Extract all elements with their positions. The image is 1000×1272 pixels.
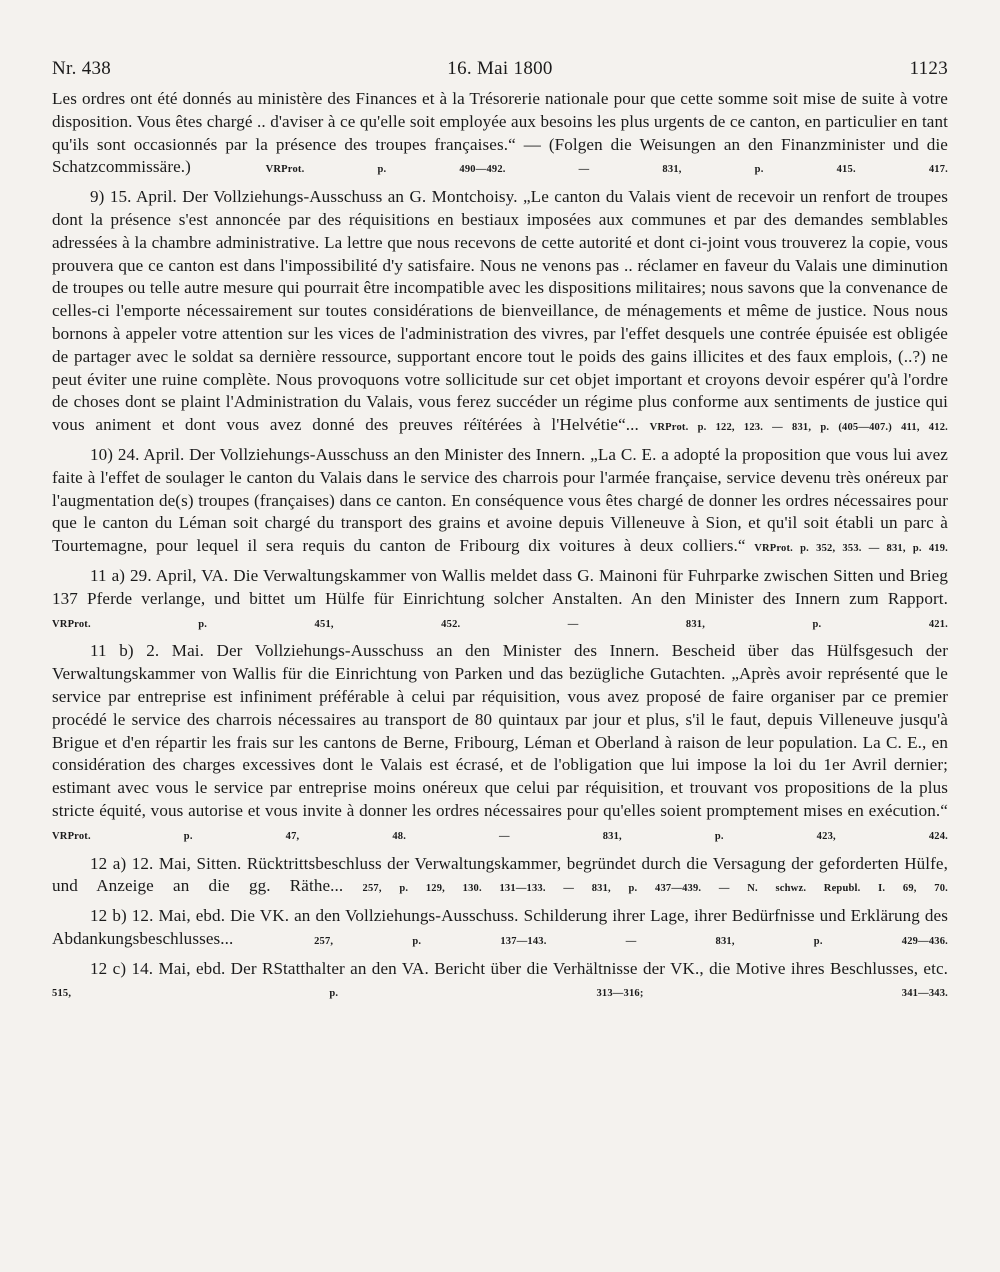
source-reference: VRProt. p. 352, 353. — 831, p. 419.: [754, 543, 948, 555]
paragraph-text: 10) 24. April. Der Vollziehungs-Ausschuss an den Minister des Innern. „La C. E. a adopté la proposition que vous lui avez faite à l'effet de soulager le canton du Valais dans le service des charrois pour l'armée française, service devenu très onéreux par l'augmentation de(s) troupes (françaises) dans ce canton. En conséquence vous êtes chargé de donner les ordres nécessaires pour que le canton du Léman soit chargé du transport des grains et avoine depuis Villeneuve à Sion, et qu'il soit établi un parc à Tourtemagne, pour lequel il sera requis du canton de Fribourg dix voitures à deux colliers.“: [52, 444, 948, 556]
entry-12a: [52, 853, 948, 902]
page-number: 1123: [909, 58, 948, 79]
source-reference: 257, p. 137—143. — 831, p. 429—436.: [314, 935, 948, 947]
paragraph-text: 12 b) 12. Mai, ebd. Die VK. an den Vollziehungs-Ausschuss. Schilderung ihrer Lage, ihrer Bedürfnisse und Erklärung des Abdankungsbeschlusses...: [52, 906, 948, 948]
source-reference: VRProt. p. 490—492. — 831, p. 415. 417.: [265, 164, 948, 176]
source-reference: VRProt. p. 451, 452. — 831, p. 421.: [52, 618, 948, 630]
header-date: 16. Mai 1800: [447, 58, 553, 79]
source-reference: 257, p. 129, 130. 131—133. — 831, p. 437—439. — N. schwz. Republ. I. 69, 70.: [362, 883, 948, 895]
entry-12c: [52, 958, 948, 1007]
source-reference: VRProt. p. 47, 48. — 831, p. 423, 424.: [52, 830, 948, 842]
paragraph-text: 12 c) 14. Mai, ebd. Der RStatthalter an den VA. Bericht über die Verhältnisse der VK., die Motive ihres Beschlusses, etc.: [90, 958, 948, 978]
document-page: [52, 58, 948, 1006]
running-header: [52, 58, 948, 88]
paragraph-text: 12 a) 12. Mai, Sitten. Rücktrittsbeschluss der Verwaltungskammer, begründet durch die Versagung der geforderten Hülfe, und Anzeige an die gg. Räthe...: [52, 853, 948, 896]
source-reference: 515, p. 313—316; 341—343.: [52, 988, 948, 1000]
paragraph-text: Les ordres ont été donnés au ministère des Finances et à la Trésorerie nationale pour que cette somme soit mise de suite à votre disposition. Vous êtes chargé .. d'aviser à ce qu'elle soit employée aux besoins les plus urgents de ce canton, en particulier en tant qu'ils sont occasionnés par la présence des troupes françaises.“ — (Folgen die Weisungen an den Finanzminister und die Schatzcommissäre.): [52, 89, 948, 177]
entry-11a: [52, 565, 948, 636]
paragraph-continuation: [52, 88, 948, 182]
paragraph-text: 11 a) 29. April, VA. Die Verwaltungskammer von Wallis meldet dass G. Mainoni für Fuhrparke zwischen Sitten und Brieg 137 Pferde verlange, und bittet um Hülfe für Einrichtung solcher Anstalten. An den Minister des Innern zum Rapport.: [52, 565, 948, 608]
entry-12b: [52, 905, 948, 954]
entry-9: [52, 186, 948, 440]
paragraph-text: 9) 15. April. Der Vollziehungs-Ausschuss an G. Montchoisy. „Le canton du Valais vient de recevoir un renfort de troupes dont la présence s'est annoncée par des réquisitions en bestiaux imposées aux communes et par des demandes semblables adressées à la chambre administrative. La lettre que nous recevons de cette autorité et dont ci-joint vous trouverez la copie, vous prouvera que ce canton est dans l'impossibilité d'y satisfaire. Nous ne venons pas .. réclamer en faveur du Valais une diminution de troupes ou telle autre mesure qui pourrait être incompatible avec les dispositions militaires; nous savons que la convenance de celles-ci l'emporte nécessairement sur toutes considérations de bienveillance, de ménagements et même de justice. Nous nous bornons à appeler votre attention sur les vices de l'administration des vivres, par l'effet desquels une contrée épuisée est obligée de partager avec le soldat sa dernière ressource, supportant encore tout le poids des gains illicites et des faux emplois, (..?) ne peut éviter une ruine complète. Nous provoquons votre sollicitude sur cet objet important et croyons devoir espérer qu'à l'ordre de choses dont se plaint l'Administration du Valais, vous ferez succéder un régime plus conforme aux sentiments de justice qui vous animent et dont vous avez donné des preuves réïtérées à l'Helvétie“...: [52, 187, 948, 435]
document-number: Nr. 438: [52, 58, 112, 79]
entry-10: [52, 444, 948, 561]
source-reference: VRProt. p. 122, 123. — 831, p. (405—407.) 411, 412.: [649, 422, 948, 434]
entry-11b: [52, 640, 948, 848]
paragraph-text: 11 b) 2. Mai. Der Vollziehungs-Ausschuss an den Minister des Innern. Bescheid über das Hülfsgesuch der Verwaltungskammer von Wallis für die Einrichtung von Parken und das bezügliche Gutachten. „Après avoir représenté que le service par entreprise est infiniment préférable à celui par réquisition, vous avez proposé de faire organiser par ce premier procédé le service des charrois nécessaires au transport de 80 quintaux par jour et plus, s'il le faut, depuis Villeneuve jusqu'à Brigue et d'en répartir les frais sur les cantons de Berne, Fribourg, Léman et Oberland à raison de leur population. La C. E., en considération des charges excessives dont le Valais est écrasé, et de l'obligation que lui impose la loi du 1er Avril dernier; estimant avec vous le service par entreprise moins onéreux que celui par réquisition, et trouvant vos propositions de la plus stricte équité, vous autorise et vous invite à donner les ordres nécessaires pour qu'elles soient promptement mises en exécution.“: [52, 641, 948, 820]
